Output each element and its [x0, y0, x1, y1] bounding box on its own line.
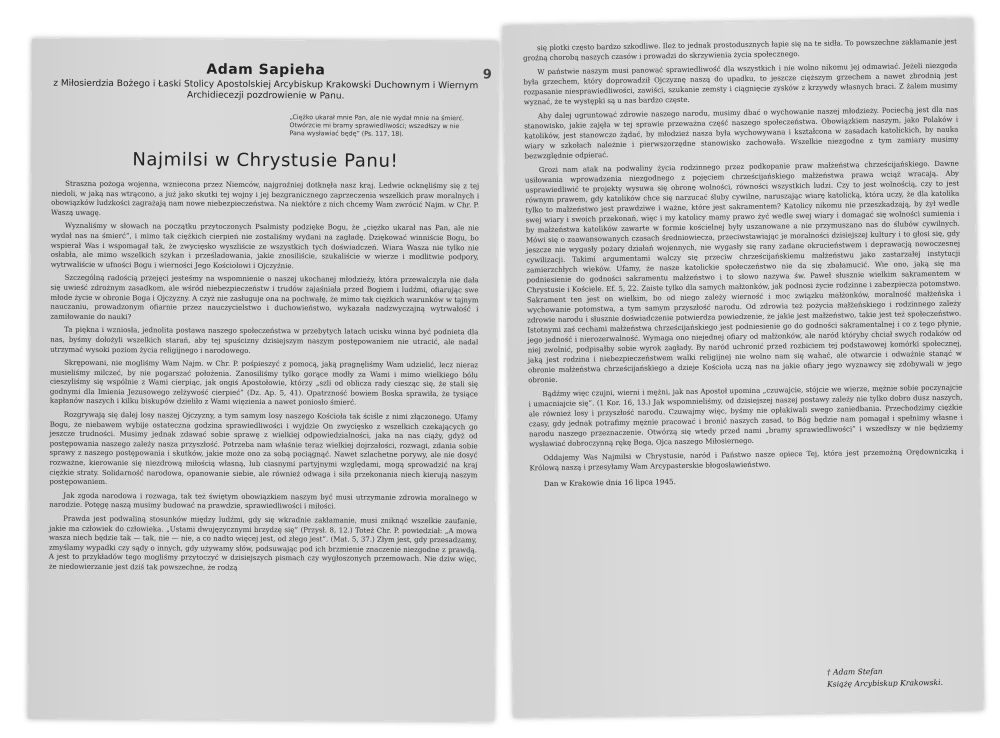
left-page-body	[49, 180, 479, 575]
paragraph: Prawda jest podwaliną stosunków między ludźmi, gdy się wkradnie zakłamanie, musi zniknąć wszelkie zaufanie, jakie ma człowiek do człowieka. „Ustami dwujęzycznymi brzydzę się” (Przysł. 8, 12.) Toteż Chr. P. powiedział: „A mowa wasza niech będzie tak — tak, nie — nie, a co nadto więcej jest, od złego jest”. (Mat. 5, 37.) Złym jest, gdy przesadzamy, zmyślamy wypadki czy sądy o innych, gdy używamy słów, podsuwając pod ich brzmienie znaczenie niezgodne z prawdą. A jest to przykładów tego mogliśmy przytoczyć w dzisiejszych pismach czy wygłoszonych przemowach. Nie dziw więc, że niedowierzanie jest dziś tak powszechne, że rodzą	[48, 514, 478, 572]
paragraph: Wyznaliśmy w słowach na początku przytoczonych Psalmisty podzięke Bogu, że „ciężko ukarał nas Pan, ale nie wydał nas na śmierć”, i mimo tak ciężkich cierpień nie zostaliśmy wydani na zagładę. Dziękować winniście Bogu, bo wspierał Was i wspomagał tak, że zwycięsko wyszliście ze wszystkich tych doświadczeń. Wiara Wasza nie tylko nie osłabła, ale mimo wszelkich szykan i prześladowania, jakie znosiliście, szukaliście w wierze i modlitwie podpory, wytrwaliście w ufności Bogu i wierności Jego Kościołowi i Ojczyźnie.	[50, 222, 479, 270]
paragraph: Szczególną radością przejęci jesteśmy na wspomnienie o naszej ukochanej młodzieży, która przewalczyła nie dała się uwieść zdrożnym zasadkom, ale wśród niebezpieczeństw i trudów zajaśniała przed Bogiem i ludźmi, ofiarując swe młode życie w obronie Boga i Ojczyzny. A czyż nie zasługuje ona na pochwałę, że mimo tak ciężkich warunków w tajnym nauczaniu, prowadzonym ofiarnie przez nauczycielstwo i duchowieństwo, wykazała nadzwyczajną wytrwałość i zamiłowanie do nauki?	[50, 274, 479, 321]
dateline: Dan w Krakowie dnia 16 lipca 1945.	[543, 477, 676, 489]
signature-title: Książę Arcybiskup Krakowski.	[827, 677, 944, 689]
paragraph: się plotki często bardzo szkodliwe. Ileż to jednak prostodusznych łapie się na te sidła. To powszechne zakłamanie jest groźną chorobą naszych czasów i prowadzi do skrzywienia życia społecznego.	[523, 37, 957, 63]
paragraph: Bądźmy więc czujni, wierni i mężni, jak nas Apostoł upomina „czuwajcie, stójcie we wierze, mężnie sobie poczynajcie i umacniajcie się”. (1 Kor. 16, 13.) Jak wspomnieliśmy, od dzisiejszej naszej postawy zależy nie tylko dobro dusz naszych, ale również losy i przyszłość narodu. Czuwajmy więc, byśmy nie opłakiwali swego zaniedbania. Przechodzimy ciężkie czasy, gdy jednak potrafimy mężnie pracować i bronić naszych zasad, to Bóg będzie nam pomagał i spełnimy własne i narodu naszego przeznaczenie. Otwórzą się wtedy przed nami „bramy sprawiedliwości” i wszedłszy w nie będziemy wysławiać dobroczynną rękę Boga, Ojca naszego Miłosiernego.	[528, 383, 964, 449]
author-titles: z Miłosierdzia Bożego i Łaski Stolicy Apostolskiej Arcybiskup Krakowski Duchownym i Wiernym Archidiecezji pozdrowienie w Panu.	[53, 78, 479, 102]
paragraph: Skrępowani, nie mogliśmy Wam Najm. w Chr. P. pośpieszyć z pomocą, jaką pragnęliśmy Wam udzielić, lecz nieraz musieliśmy milczeć, by nie pogarszać położenia. Zanosiliśmy tylko gorące modły za Wami i mimo wielkiego bólu cieszyliśmy się wspólnie z Wami cierpiąc, jak ongiś Apostołowie, którzy „szli od oblicza rady ciesząc się, że stali się godnymi dla Imienia Jezusowego zelżywość cierpieć” (Dz. Ap. 5, 41). Opatrzność bowiem Boska sprawiła, że tysiące kapłanów naszych i kilku biskupów dzieliło z Wami więzienia a nawet poniosło śmierć.	[49, 358, 479, 408]
paragraph: Straszna pożoga wojenna, wzniecona przez Niemców, najgroźniej dotknęła nasz kraj. Ledwie ocknęliśmy się z tej niedoli, w jaką nas wtrącono, a już jako skutki tej wojny i jej bezgranicznego zaprzeczenia wszelkich praw moralnych i obowiązków ludzkości zagrażają nam nowe niebezpieczeństwa. Na niektóre z nich chcemy Wam zwrócić Najm. w Chr. P. Waszą uwagę.	[50, 179, 480, 217]
letter-headline: Najmilsi w Chrystusie Panu!	[132, 149, 399, 172]
paragraph: Ta piękna i wzniosła, jednolita postawa naszego społeczeństwa w przebytych latach ucisku winna być podnieta dla nas, byśmy dołożyli wszelkich starań, aby tej spuścizny dzisiejszym naszym postępowaniem nie utracić, ale nadal utrzymać wysoki poziom życia religijnego i narodowego.	[50, 326, 479, 355]
signature-block	[827, 665, 943, 691]
signature-name: † Adam Stefan	[826, 666, 883, 677]
paragraph: Oddajemy Was Najmilsi w Chrystusie, naród i Państwo nasze opiece Tej, która jest przemożną Orędowniczką i Królową naszą i przesyłamy Wam Arcypasterskie błogosławieństwo.	[529, 447, 964, 473]
paragraph: Jak zgoda narodowa i rozwaga, tak też świętym obowiązkiem naszym być musi utrzymanie zdrowia moralnego w narodzie. Potęgę naszą musimy budować na prawdzie, sprawiedliwości i miłości.	[49, 491, 478, 511]
paragraph: Grozi nam atak na podwaliny życia rodzinnego przez podkopanie praw małżeństwa chrześcijańskiego. Dawne usiłowania wprowadzenia niezgodnego z pojęciem chrześcijańskiego małżeństwa prawa wciąż wracają. Aby usprawiedliwić te projekty wysuwa się obronę wolności, równości wszystkich ludzi. Czy to jest wolnością, czy to jest równym prawem, gdy katolików chce się narzucać śluby cywilne, naruszając wiarę katolicką, która uczy, że dla katolika tylko to małżeństwo jest prawdziwe i ważne, które jest sakramentem? Katolicy nikomu nie przeszkadzają, by żył wedle swej wiary i swoich przekonań, więc i my katolicy mamy prawo żyć wedle swej wiary i domagać się wolności sumienia i by małżeństwa katolików zawarte w formie kościelnej były uszanowane a nie przymuszano nas do ślubów cywilnych. Mówi się o zaawansowanych czasach średniowiecza, przeciwstawiając je moralności dzisiejszej kultury i to głosi się, gdy jeszcze nie wygasły pożary działań wojennych, nie wygasły się rany zadane okrucieństwem i deprawacją nowoczesnej cywilizacji. Takimi argumentami walczy się przeciw chrześcijańskiemu małżeństwu jako zastarzałej instytucji zamierzchłych wieków. Ufamy, że nasze katolickie społeczeństwo nie da się zbałamucić. Wie ono, jaką się ma podniesienie do godności sakramentu małżeństwo i to słowo nazywa św. Paweł słusznie wielkim sakramentem w Chrystusie i Kościele. Ef. 5, 22. Zaiste tylko dla samych małżonków, jak podnosi życie rodzinne i zabezpiecza potomstwo. Sakrament ten jest on wielkim, bo od niego zależy wierność i moc związku małżonków, moralność małżeńska i wychowanie potomstwa, a tym samym przyszłość narodu. Od zdrowia też pożycia małżeńskiego i rodzinnego zależy zdrowie narodu i słusznie doświadczenie potwierdza powiedzenie, że jakie jest małżeństwo, takie jest też społeczeństwo. Istotnymi zaś cechami małżeństwa chrześcijańskiego jest podniesienie go do godności sakramentalnej i co z tego płynie, jego jedność i nierozerwalność. Wymaga ono niejednej ofiary od małżonków, ale naród któryby chciał swych rodaków od niej zwolnić, podpisałby sobie wyrok zagłady. By naród uchronić przed rozbiciem tej podstawowej komórki społecznej, jaką jest rodzina i niebezpieczeństwem walki religijnej nie wolno nam się wahać, ale otwarcie i odważnie stanąć w obronie małżeństwa chrześcijańskiego a dzieje Kościoła uczą nas na jakie ofiary jego wyznawcy się zdobywali w jego obronie.	[524, 159, 963, 385]
author-name: Adam Sapieha	[206, 61, 326, 79]
page-number: 9	[482, 67, 492, 83]
epigraph: „Ciężko ukarał mnie Pan, ale nie wydał mnie na śmierć. Otwórzcie mi bramy sprawiedliwości; wszedłszy w nie Pana wysławiać będę” (Ps. 117, 18).	[289, 114, 465, 138]
right-page	[503, 18, 984, 717]
paragraph: Aby dalej ugruntować zdrowie naszego narodu, musimy dbać o wychowanie naszej młodzieży. Pociechą jest dla nas stanowisko, jakie zajęła w tej sprawie przeważna część naszego społeczeństwa. Obowiązkiem naszym, jako Polaków i katolików, jest stanowczo żądać, by młodzież nasza była wychowywana i kształcona w zasadach katolickich, by nauka wiary w szkołach należnie i pierwszorzędne stanowisko zachowała. Wszelkie niezgodne z tym zamiary musimy bezwzględnie odpierać.	[524, 105, 959, 161]
right-page-body	[523, 37, 964, 474]
left-page	[28, 39, 498, 722]
paragraph: Rozgrywają się dalej losy naszej Ojczyzny, a tym samym losy naszego Kościoła tak ściśle z nimi złączonego. Ufamy Bogu, że niebawem wybije ostateczna godzina sprawiedliwości i wyjdzie On zwycięsko z wszelkich czekających go jeszcze trudności. Musimy jednak zdawać sobie sprawę z wielkiej odpowiedzialności, jaka na nas ciąży, gdyż od postępowania naszego zależy nasza przyszłość. Potrzeba nam właśnie teraz wielkiej dojrzałości, rozwagi, zdania sobie sprawy z naszego postępowania i skutków, jakie może ono za sobą pociągnąć. Nawet szlachetne porywy, ale nie dosyć rozważne, kierowanie się niezdrową miłością własną, lub ciasnymi partyjnymi względami, mogą sprowadzić na kraj ciężkie straty. Solidarność narodowa, opanowanie siebie, ale również odwaga i siła przekonania niech kierują naszym postępowaniem.	[49, 410, 478, 487]
paragraph: W państwie naszym musi panować sprawiedliwość dla wszystkich i nie wolno nikomu jej odmawiać. Jeżeli niezgoda była grzechem, który doprowadził Ojczyznę naszą do upadku, to jeszcze cięższym grzechem a nawet zbrodnią jest rozpasanie niesprawiedliwości, zawiści, szukanie zemsty i ciągnięcie zysków z krzywdy własnych braci. Z żalem musimy wyznać, że te występki są u nas bardzo częste.	[523, 61, 958, 107]
